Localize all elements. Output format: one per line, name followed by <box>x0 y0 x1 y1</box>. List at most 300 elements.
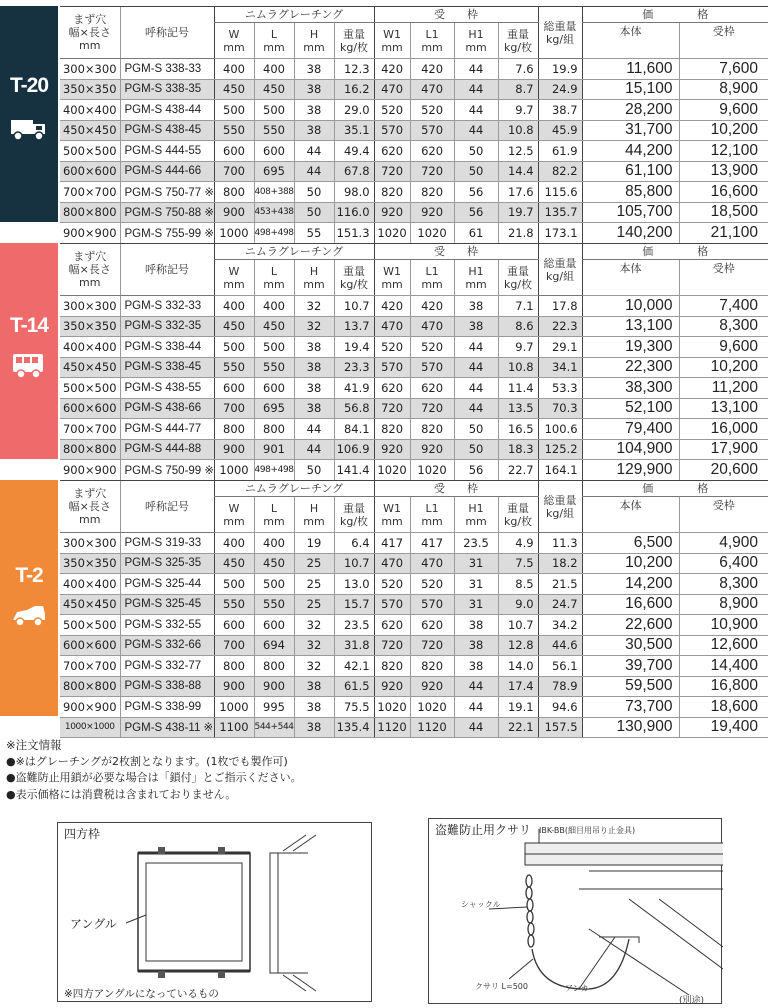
hole-size: 900×900 <box>60 460 120 481</box>
header-text: mm <box>381 277 403 291</box>
table-row <box>60 656 768 677</box>
frame-h1: 56 <box>454 460 498 481</box>
car-icon <box>9 600 49 630</box>
frame-w1: 820 <box>374 419 410 440</box>
header-h1 <box>454 497 498 533</box>
header-hole-size <box>60 481 120 533</box>
frame-price: 11,200 <box>679 378 768 399</box>
header-l <box>254 497 294 533</box>
header-text: mm <box>79 276 101 289</box>
header-text: L1 <box>425 27 439 41</box>
grating-h: 38 <box>294 378 334 399</box>
grating-h: 44 <box>294 439 334 460</box>
header-text: mm <box>223 40 245 54</box>
frame-h1: 44 <box>454 79 498 100</box>
frame-price: 18,600 <box>679 697 768 718</box>
frame-w1: 720 <box>374 161 410 182</box>
grating-w: 900 <box>214 439 254 460</box>
total-weight: 173.1 <box>538 223 582 244</box>
grating-weight: 98.0 <box>334 182 374 203</box>
header-text: 重量 <box>343 264 366 278</box>
chain-drawing <box>429 819 723 1005</box>
frame-w1: 1120 <box>374 717 410 738</box>
frame-weight: 7.1 <box>498 296 538 317</box>
body-price: 16,600 <box>582 594 679 615</box>
grating-w: 500 <box>214 574 254 595</box>
frame-l1: 1020 <box>410 697 454 718</box>
total-weight: 70.3 <box>538 398 582 419</box>
grating-w: 1000 <box>214 697 254 718</box>
grating-l: 901 <box>254 439 294 460</box>
frame-w1: 1020 <box>374 460 410 481</box>
part-label: IBK-BB(細目用吊り止金具) <box>539 826 636 835</box>
table-row <box>60 676 768 697</box>
grating-w: 500 <box>214 337 254 358</box>
frame-w1: 820 <box>374 182 410 203</box>
header-total-weight <box>538 7 582 59</box>
product-code: PGM-S 319-33 <box>120 533 214 554</box>
frame-weight: 17.6 <box>498 182 538 203</box>
header-text: mm <box>421 514 443 528</box>
body-price: 73,700 <box>582 697 679 718</box>
header-text: mm <box>79 513 101 526</box>
frame-w1: 1020 <box>374 697 410 718</box>
frame-h1: 44 <box>454 120 498 141</box>
load-class-sidebar <box>0 6 58 222</box>
load-class-sidebar <box>0 480 58 716</box>
grating-l: 550 <box>254 357 294 378</box>
frame-price: 8,900 <box>679 79 768 100</box>
frame-weight: 12.8 <box>498 635 538 656</box>
frame-weight: 18.3 <box>498 439 538 460</box>
grating-h: 38 <box>294 357 334 378</box>
hole-size: 700×700 <box>60 656 120 677</box>
hole-size: 500×500 <box>60 378 120 399</box>
header-text: mm <box>465 40 487 54</box>
frame-weight: 7.6 <box>498 59 538 80</box>
chain-figure <box>428 818 722 1004</box>
grating-weight: 49.4 <box>334 141 374 162</box>
grating-h: 19 <box>294 533 334 554</box>
grating-weight: 84.1 <box>334 419 374 440</box>
frame-price: 7,600 <box>679 59 768 80</box>
total-weight: 100.6 <box>538 419 582 440</box>
hole-size: 350×350 <box>60 316 120 337</box>
frame-w1: 417 <box>374 533 410 554</box>
grating-w: 600 <box>214 378 254 399</box>
header-frame: 受 枠 <box>374 7 538 23</box>
table-row <box>60 120 768 141</box>
header-text: mm <box>303 40 325 54</box>
frame-price: 16,000 <box>679 419 768 440</box>
separate-note: (別途) <box>679 996 705 1006</box>
header-weight <box>334 23 374 59</box>
header-total-weight <box>538 481 582 533</box>
header-text: kg/枚 <box>339 514 369 528</box>
table-row <box>60 697 768 718</box>
frame-w1: 570 <box>374 120 410 141</box>
total-weight: 157.5 <box>538 717 582 738</box>
grating-l: 600 <box>254 141 294 162</box>
header-h <box>294 23 334 59</box>
grating-l: 450 <box>254 79 294 100</box>
hole-size: 400×400 <box>60 574 120 595</box>
frame-l1: 920 <box>410 676 454 697</box>
frame-l1: 1020 <box>410 223 454 244</box>
frame-l1: 420 <box>410 296 454 317</box>
frame-price: 6,400 <box>679 553 768 574</box>
hole-size: 600×600 <box>60 161 120 182</box>
frame-w1: 470 <box>374 79 410 100</box>
header-text: L <box>270 264 278 278</box>
frame-l1: 820 <box>410 419 454 440</box>
header-frame-weight <box>498 497 538 533</box>
frame-h1: 38 <box>454 635 498 656</box>
frame-price: 7,400 <box>679 296 768 317</box>
frame-w1: 720 <box>374 635 410 656</box>
body-price: 39,700 <box>582 656 679 677</box>
frame-weight: 22.7 <box>498 460 538 481</box>
frame-l1: 720 <box>410 398 454 419</box>
body-price: 140,200 <box>582 223 679 244</box>
frame-weight: 14.4 <box>498 161 538 182</box>
order-notes <box>6 737 302 803</box>
grating-w: 900 <box>214 676 254 697</box>
frame-w1: 420 <box>374 296 410 317</box>
header-text: L <box>270 501 278 515</box>
header-text: まず穴 <box>73 487 107 500</box>
frame-h1: 44 <box>454 398 498 419</box>
total-weight: 24.9 <box>538 79 582 100</box>
frame-w1: 720 <box>374 398 410 419</box>
grating-w: 1100 <box>214 717 254 738</box>
header-text: 総重量 <box>543 493 577 507</box>
grating-w: 500 <box>214 100 254 121</box>
header-text: mm <box>381 40 403 54</box>
header-price: 価 格 <box>582 481 768 497</box>
grating-weight: 67.8 <box>334 161 374 182</box>
body-price: 13,100 <box>582 316 679 337</box>
header-text: まず穴 <box>73 13 107 26</box>
product-code: PGM-S 338-35 <box>120 79 214 100</box>
header-text: L1 <box>425 501 439 515</box>
product-code: PGM-S 338-99 <box>120 697 214 718</box>
frame-l1: 920 <box>410 439 454 460</box>
product-code: PGM-S 325-45 <box>120 594 214 615</box>
frame-weight: 13.5 <box>498 398 538 419</box>
price-table <box>60 480 768 738</box>
hole-size: 300×300 <box>60 59 120 80</box>
header-text: mm <box>223 277 245 291</box>
frame-h1: 44 <box>454 378 498 399</box>
price-table <box>60 243 768 481</box>
header-frame: 受 枠 <box>374 244 538 260</box>
chain-length-label: クサリ L=500 <box>475 982 528 991</box>
frame-h1: 31 <box>454 574 498 595</box>
grating-w: 550 <box>214 594 254 615</box>
table-row <box>60 460 768 481</box>
grating-h: 44 <box>294 161 334 182</box>
total-weight: 38.7 <box>538 100 582 121</box>
section-t-2 <box>0 480 780 736</box>
frame-weight: 8.7 <box>498 79 538 100</box>
product-code: PGM-S 750-88 ※ <box>120 202 214 223</box>
grating-w: 900 <box>214 202 254 223</box>
header-text: H1 <box>468 27 484 41</box>
table-row <box>60 100 768 121</box>
product-code: PGM-S 444-88 <box>120 439 214 460</box>
grating-l: 550 <box>254 120 294 141</box>
frame-h1: 50 <box>454 141 498 162</box>
grating-h: 38 <box>294 337 334 358</box>
frame-price: 8,900 <box>679 594 768 615</box>
header-frame-price: 受枠 <box>679 23 768 59</box>
header-w <box>214 260 254 296</box>
frame-h1: 44 <box>454 100 498 121</box>
grating-weight: 23.3 <box>334 357 374 378</box>
grating-weight: 15.7 <box>334 594 374 615</box>
header-text: W <box>228 501 240 515</box>
grating-weight: 29.0 <box>334 100 374 121</box>
body-price: 104,900 <box>582 439 679 460</box>
frame-h1: 50 <box>454 439 498 460</box>
frame-w1: 620 <box>374 615 410 636</box>
grating-weight: 135.4 <box>334 717 374 738</box>
total-weight: 94.6 <box>538 697 582 718</box>
frame-l1: 720 <box>410 635 454 656</box>
frame-h1: 44 <box>454 357 498 378</box>
table-row <box>60 717 768 738</box>
grating-l: 500 <box>254 337 294 358</box>
header-text: 総重量 <box>543 256 577 270</box>
frame-weight: 21.8 <box>498 223 538 244</box>
hole-size: 350×350 <box>60 553 120 574</box>
header-text: L <box>270 27 278 41</box>
total-weight: 17.8 <box>538 296 582 317</box>
table-row <box>60 182 768 203</box>
grating-h: 25 <box>294 594 334 615</box>
header-text: kg/枚 <box>504 514 533 528</box>
frame-l1: 1120 <box>410 717 454 738</box>
frame-h1: 38 <box>454 316 498 337</box>
header-w1 <box>374 260 410 296</box>
grating-weight: 31.8 <box>334 635 374 656</box>
frame-w1: 520 <box>374 574 410 595</box>
figure-caption: ※四方アングルになっているもの <box>64 988 219 1000</box>
frame-weight: 19.7 <box>498 202 538 223</box>
header-price: 価 格 <box>582 7 768 23</box>
frame-price: 10,900 <box>679 615 768 636</box>
hole-size: 400×400 <box>60 100 120 121</box>
frame-weight: 8.6 <box>498 316 538 337</box>
frame-w1: 920 <box>374 439 410 460</box>
product-code: PGM-S 338-33 <box>120 59 214 80</box>
grating-w: 800 <box>214 419 254 440</box>
frame-l1: 1020 <box>410 460 454 481</box>
header-frame-weight <box>498 260 538 296</box>
hole-size: 600×600 <box>60 398 120 419</box>
frame-l1: 470 <box>410 553 454 574</box>
grating-weight: 6.4 <box>334 533 374 554</box>
header-text: mm <box>79 39 101 52</box>
hole-size: 400×400 <box>60 337 120 358</box>
frame-w1: 470 <box>374 553 410 574</box>
grating-h: 50 <box>294 202 334 223</box>
header-text: mm <box>303 277 325 291</box>
total-weight: 135.7 <box>538 202 582 223</box>
header-price: 価 格 <box>582 244 768 260</box>
header-body-price: 本体 <box>582 497 679 533</box>
hole-size: 800×800 <box>60 439 120 460</box>
frame-h1: 38 <box>454 656 498 677</box>
table-row <box>60 533 768 554</box>
table-row <box>60 79 768 100</box>
body-price: 6,500 <box>582 533 679 554</box>
header-l1 <box>410 497 454 533</box>
grating-h: 44 <box>294 419 334 440</box>
frame-l1: 570 <box>410 594 454 615</box>
frame-w1: 1020 <box>374 223 410 244</box>
frame-l1: 520 <box>410 574 454 595</box>
body-price: 129,900 <box>582 460 679 481</box>
grating-weight: 12.3 <box>334 59 374 80</box>
frame-weight: 10.8 <box>498 120 538 141</box>
grating-h: 55 <box>294 223 334 244</box>
grating-h: 50 <box>294 182 334 203</box>
grating-w: 800 <box>214 656 254 677</box>
frame-price: 12,100 <box>679 141 768 162</box>
frame-weight: 11.4 <box>498 378 538 399</box>
body-price: 10,200 <box>582 553 679 574</box>
frame-weight: 4.9 <box>498 533 538 554</box>
hole-size: 600×600 <box>60 635 120 656</box>
body-price: 28,200 <box>582 100 679 121</box>
product-code: PGM-S 332-77 <box>120 656 214 677</box>
frame-h1: 56 <box>454 202 498 223</box>
product-code: PGM-S 438-45 <box>120 120 214 141</box>
grating-w: 600 <box>214 615 254 636</box>
header-l1 <box>410 260 454 296</box>
grating-weight: 41.9 <box>334 378 374 399</box>
header-text: W1 <box>383 27 401 41</box>
header-text: W1 <box>383 501 401 515</box>
body-price: 59,500 <box>582 676 679 697</box>
header-frame-price: 受枠 <box>679 260 768 296</box>
frame-h1: 61 <box>454 223 498 244</box>
grating-l: 695 <box>254 398 294 419</box>
header-l <box>254 23 294 59</box>
header-text: kg/枚 <box>504 277 533 291</box>
grating-l: 694 <box>254 635 294 656</box>
table-row <box>60 161 768 182</box>
grating-l: 408+388 <box>254 182 294 203</box>
frame-h1: 44 <box>454 59 498 80</box>
body-price: 79,400 <box>582 419 679 440</box>
grating-h: 38 <box>294 100 334 121</box>
frame-h1: 44 <box>454 337 498 358</box>
total-weight: 22.3 <box>538 316 582 337</box>
header-text: mm <box>263 277 285 291</box>
product-code: PGM-S 332-66 <box>120 635 214 656</box>
header-text: mm <box>263 40 285 54</box>
grating-l: 800 <box>254 656 294 677</box>
hole-size: 500×500 <box>60 141 120 162</box>
frame-weight: 9.0 <box>498 594 538 615</box>
body-price: 10,000 <box>582 296 679 317</box>
frame-weight: 8.5 <box>498 574 538 595</box>
load-class-sidebar <box>0 243 58 459</box>
table-row <box>60 59 768 80</box>
frame-price: 4,900 <box>679 533 768 554</box>
frame-price: 13,900 <box>679 161 768 182</box>
body-price: 44,200 <box>582 141 679 162</box>
header-text: 幅×長さ <box>68 500 111 513</box>
notes-title: ※注文情報 <box>6 738 62 752</box>
table-row <box>60 615 768 636</box>
grating-weight: 23.5 <box>334 615 374 636</box>
total-weight: 45.9 <box>538 120 582 141</box>
hole-size: 900×900 <box>60 223 120 244</box>
grating-weight: 151.3 <box>334 223 374 244</box>
table-row <box>60 574 768 595</box>
header-text: mm <box>421 40 443 54</box>
grating-h: 44 <box>294 141 334 162</box>
total-weight: 61.9 <box>538 141 582 162</box>
hole-size: 450×450 <box>60 594 120 615</box>
header-text: H <box>309 501 319 515</box>
angle-frame-figure <box>57 822 372 1002</box>
table-row <box>60 419 768 440</box>
bus-icon <box>9 350 49 380</box>
table-row <box>60 594 768 615</box>
frame-weight: 12.5 <box>498 141 538 162</box>
hole-size: 450×450 <box>60 120 120 141</box>
header-text: 重量 <box>507 27 530 41</box>
header-hole-size <box>60 244 120 296</box>
grating-w: 700 <box>214 635 254 656</box>
header-text: W1 <box>383 264 401 278</box>
grating-w: 550 <box>214 120 254 141</box>
header-text: kg/組 <box>546 269 575 283</box>
price-table <box>60 6 768 244</box>
header-frame-weight <box>498 23 538 59</box>
header-text: kg/枚 <box>504 40 533 54</box>
header-text: kg/枚 <box>339 277 369 291</box>
grating-h: 38 <box>294 59 334 80</box>
header-weight <box>334 497 374 533</box>
frame-w1: 420 <box>374 59 410 80</box>
total-weight: 44.6 <box>538 635 582 656</box>
header-grating: ニムラグレーチング <box>214 244 374 260</box>
frame-w1: 820 <box>374 656 410 677</box>
grating-l: 995 <box>254 697 294 718</box>
body-price: 19,300 <box>582 337 679 358</box>
total-weight: 53.3 <box>538 378 582 399</box>
grating-l: 400 <box>254 59 294 80</box>
table-row <box>60 357 768 378</box>
hole-size: 800×800 <box>60 676 120 697</box>
header-code: 呼称記号 <box>120 7 214 59</box>
frame-h1: 38 <box>454 296 498 317</box>
frame-l1: 470 <box>410 316 454 337</box>
hole-size: 1000×1000 <box>60 717 120 738</box>
frame-price: 13,100 <box>679 398 768 419</box>
section-t-14 <box>0 243 780 478</box>
header-l1 <box>410 23 454 59</box>
grating-weight: 141.4 <box>334 460 374 481</box>
grating-w: 800 <box>214 182 254 203</box>
grating-w: 1000 <box>214 223 254 244</box>
